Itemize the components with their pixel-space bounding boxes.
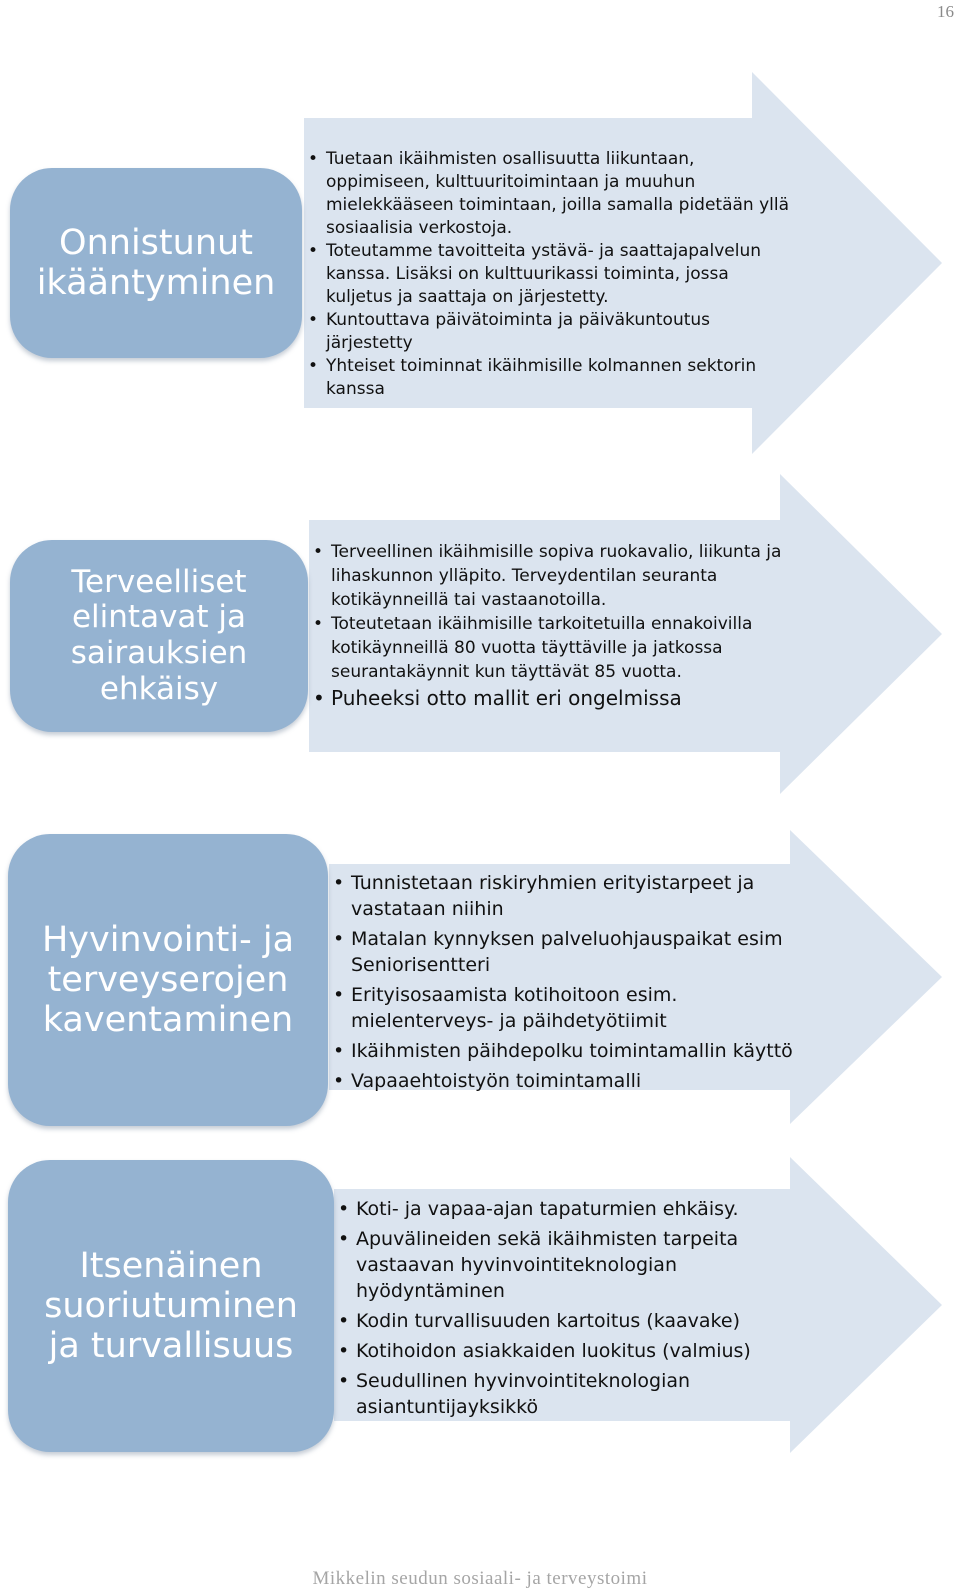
- section-title-4: Itsenäinen suoriutuminen ja turvallisuus: [8, 1160, 334, 1452]
- bullet-item: • Toteutamme tavoitteita ystävä- ja saattajapalvelun kanssa. Lisäksi on kulttuurikassi toiminta, jossa kuljetus ja saattaja on järjestetty.: [308, 240, 798, 309]
- bullet-item: • Yhteiset toiminnat ikäihmisille kolmannen sektorin kanssa: [308, 355, 798, 401]
- bullet-list-1: [308, 148, 798, 401]
- bullet-list-3: [333, 870, 823, 1094]
- bullet-item: • Seudullinen hyvinvointiteknologian asiantuntijayksikkö: [338, 1368, 828, 1420]
- bullet-item: • Kodin turvallisuuden kartoitus (kaavake): [338, 1308, 828, 1334]
- section-title-1: Onnistunut ikääntyminen: [10, 168, 302, 358]
- bullet-item: • Ikäihmisten päihdepolku toimintamallin käyttö: [333, 1038, 823, 1064]
- bullet-item: • Tuetaan ikäihmisten osallisuutta liikuntaan, oppimiseen, kulttuuritoimintaan ja muuhun mielekkääseen toimintaan, joilla samalla pidetään yllä sosiaalisia verkostoja.: [308, 148, 798, 240]
- bullet-item: • Toteutetaan ikäihmisille tarkoitetuilla ennakoivilla kotikäynneillä 80 vuotta täyttäville ja jatkossa seurantakäynnit kun täyttävät 85 vuotta.: [313, 612, 818, 684]
- section-title-3: Hyvinvointi- ja terveyserojen kaventaminen: [8, 834, 328, 1126]
- bullet-item: • Kotihoidon asiakkaiden luokitus (valmius): [338, 1338, 828, 1364]
- page-footer: Mikkelin seudun sosiaali- ja terveystoimi: [312, 1568, 648, 1589]
- bullet-item: • Koti- ja vapaa-ajan tapaturmien ehkäisy.: [338, 1196, 828, 1222]
- bullet-list-2: [313, 540, 818, 710]
- bullet-item: • Vapaaehtoistyön toimintamalli: [333, 1068, 823, 1094]
- bullet-item: • Erityisosaamista kotihoitoon esim. mielenterveys- ja päihdetyötiimit: [333, 982, 823, 1034]
- bullet-item: • Terveellinen ikäihmisille sopiva ruokavalio, liikunta ja lihaskunnon ylläpito. Terveydentilan seuranta kotikäynneillä tai vastaanotoilla.: [313, 540, 818, 612]
- bullet-item: • Matalan kynnyksen palveluohjauspaikat esim Seniorisentteri: [333, 926, 823, 978]
- bullet-list-4: [338, 1196, 828, 1420]
- section-title-2: Terveelliset elintavat ja sairauksien ehkäisy: [10, 540, 308, 732]
- bullet-item: • Tunnistetaan riskiryhmien erityistarpeet ja vastataan niihin: [333, 870, 823, 922]
- bullet-item: • Kuntouttava päivätoiminta ja päiväkuntoutus järjestetty: [308, 309, 798, 355]
- page-number: 16: [937, 2, 954, 21]
- bullet-item: • Apuvälineiden sekä ikäihmisten tarpeita vastaavan hyvinvointiteknologian hyödyntäminen: [338, 1226, 828, 1304]
- bullet-item: • Puheeksi otto mallit eri ongelmissa: [313, 686, 818, 710]
